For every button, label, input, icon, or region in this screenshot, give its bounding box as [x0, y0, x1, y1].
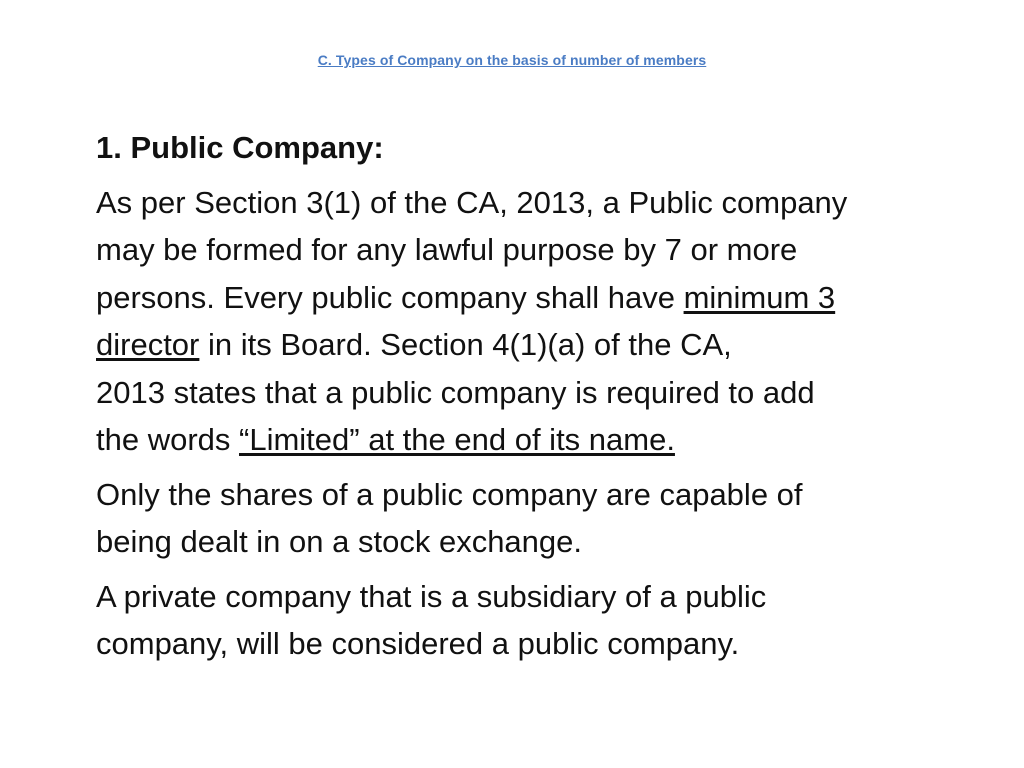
underlined-text: “Limited” at the end of its name.: [239, 422, 675, 457]
underlined-text: minimum 3: [683, 279, 836, 315]
slide-title: C. Types of Company on the basis of number of members: [317, 52, 707, 68]
text-line: A private company that is a subsidiary of a public: [96, 578, 767, 614]
text-line: As per Section 3(1) of the CA, 2013, a Public company: [96, 184, 848, 220]
text-line: [96, 321, 976, 369]
text-run: persons. Every public company shall have: [96, 279, 684, 315]
text-line: [96, 274, 976, 322]
section-heading: 1. Public Company:: [96, 130, 384, 165]
paragraph-subsidiary: [96, 573, 976, 668]
text-line: being dealt in on a stock exchange.: [96, 524, 583, 559]
paragraph-public-company-definition: [96, 179, 976, 464]
text-line: Only the shares of a public company are capable of: [96, 476, 803, 512]
paragraph-stock-exchange: [96, 471, 976, 566]
slide-body: [96, 124, 976, 675]
text-line: [96, 416, 976, 464]
text-run: the words: [96, 422, 240, 457]
text-line: 2013 states that a public company is required to add: [96, 374, 815, 410]
underlined-text: director: [96, 327, 200, 362]
text-line: may be formed for any lawful purpose by 7 or more: [96, 232, 798, 267]
text-run: in its Board. Section 4(1)(a) of the CA,: [199, 327, 732, 362]
text-line: company, will be considered a public company.: [96, 626, 740, 661]
